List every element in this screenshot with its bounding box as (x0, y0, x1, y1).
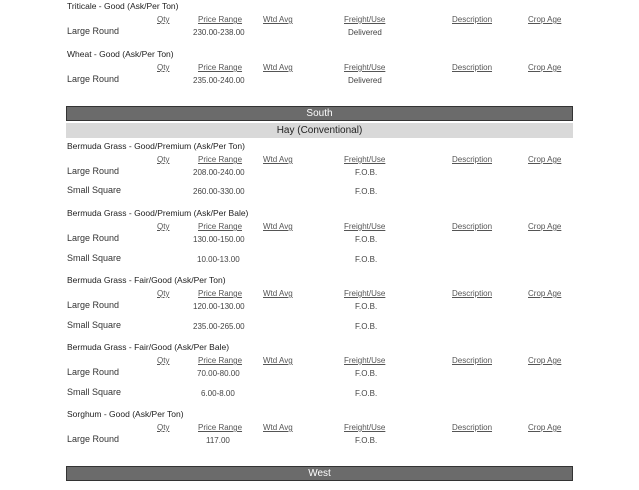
row-freight: F.O.B. (355, 235, 378, 244)
item-title: Bermuda Grass - Good/Premium (Ask/Per Ton) (67, 141, 245, 151)
col-wtdavg-header: Wtd Avg (263, 63, 293, 72)
row-freight: F.O.B. (355, 369, 378, 378)
row-price: 235.00-240.00 (193, 76, 245, 85)
row-freight: F.O.B. (355, 187, 378, 196)
col-cropage-header: Crop Age (528, 155, 562, 164)
col-wtdavg-header: Wtd Avg (263, 423, 293, 432)
col-qty-header: Qty (157, 15, 170, 24)
row-price: 130.00-150.00 (193, 235, 245, 244)
col-price-header: Price Range (198, 15, 243, 24)
col-description-header: Description (452, 63, 493, 72)
col-wtdavg-header: Wtd Avg (263, 356, 293, 365)
row-label: Small Square (67, 253, 122, 263)
col-cropage-header: Crop Age (528, 423, 562, 432)
col-description-header: Description (452, 222, 493, 231)
item-title: Wheat - Good (Ask/Per Ton) (67, 49, 174, 59)
col-description-header: Description (452, 356, 493, 365)
col-wtdavg-header: Wtd Avg (263, 222, 293, 231)
col-cropage-header: Crop Age (528, 289, 562, 298)
col-price-header: Price Range (198, 155, 243, 164)
item-title: Triticale - Good (Ask/Per Ton) (67, 1, 179, 11)
row-price: 230.00-238.00 (193, 28, 245, 37)
category-subheader: Hay (Conventional) (66, 123, 573, 138)
col-wtdavg-header: Wtd Avg (263, 289, 293, 298)
row-price: 120.00-130.00 (193, 302, 245, 311)
row-freight: Delivered (348, 28, 382, 37)
col-price-header: Price Range (198, 356, 243, 365)
col-freight-header: Freight/Use (344, 155, 386, 164)
row-price: 208.00-240.00 (193, 168, 245, 177)
row-label: Small Square (67, 387, 122, 397)
row-label: Small Square (67, 320, 122, 330)
row-label: Large Round (67, 74, 120, 84)
row-price: 260.00-330.00 (193, 187, 245, 196)
row-freight: F.O.B. (355, 302, 378, 311)
row-label: Small Square (67, 185, 122, 195)
row-price: 117.00 (206, 436, 230, 445)
col-description-header: Description (452, 423, 493, 432)
row-label: Large Round (67, 26, 120, 36)
col-qty-header: Qty (157, 289, 170, 298)
row-price: 235.00-265.00 (193, 322, 245, 331)
row-label: Large Round (67, 233, 120, 243)
col-price-header: Price Range (198, 63, 243, 72)
row-price: 6.00-8.00 (201, 389, 235, 398)
region-header-west: West (66, 466, 573, 481)
row-label: Large Round (67, 434, 120, 444)
col-freight-header: Freight/Use (344, 356, 386, 365)
col-wtdavg-header: Wtd Avg (263, 155, 293, 164)
region-header-south: South (66, 106, 573, 121)
item-title: Bermuda Grass - Good/Premium (Ask/Per Bale) (67, 208, 249, 218)
col-cropage-header: Crop Age (528, 222, 562, 231)
item-title: Bermuda Grass - Fair/Good (Ask/Per Ton) (67, 275, 226, 285)
item-title: Bermuda Grass - Fair/Good (Ask/Per Bale) (67, 342, 230, 352)
row-freight: F.O.B. (355, 389, 378, 398)
col-qty-header: Qty (157, 356, 170, 365)
row-label: Large Round (67, 166, 120, 176)
col-qty-header: Qty (157, 63, 170, 72)
col-cropage-header: Crop Age (528, 15, 562, 24)
row-price: 70.00-80.00 (197, 369, 240, 378)
row-freight: F.O.B. (355, 436, 378, 445)
col-description-header: Description (452, 289, 493, 298)
col-price-header: Price Range (198, 222, 243, 231)
col-freight-header: Freight/Use (344, 222, 386, 231)
col-price-header: Price Range (198, 289, 243, 298)
row-freight: F.O.B. (355, 168, 378, 177)
col-description-header: Description (452, 15, 493, 24)
col-cropage-header: Crop Age (528, 63, 562, 72)
col-wtdavg-header: Wtd Avg (263, 15, 293, 24)
col-price-header: Price Range (198, 423, 243, 432)
col-freight-header: Freight/Use (344, 63, 386, 72)
row-freight: Delivered (348, 76, 382, 85)
col-qty-header: Qty (157, 423, 170, 432)
row-freight: F.O.B. (355, 322, 378, 331)
col-cropage-header: Crop Age (528, 356, 562, 365)
row-price: 10.00-13.00 (197, 255, 240, 264)
col-description-header: Description (452, 155, 493, 164)
row-label: Large Round (67, 367, 120, 377)
col-freight-header: Freight/Use (344, 15, 386, 24)
row-freight: F.O.B. (355, 255, 378, 264)
col-qty-header: Qty (157, 155, 170, 164)
col-qty-header: Qty (157, 222, 170, 231)
col-freight-header: Freight/Use (344, 289, 386, 298)
col-freight-header: Freight/Use (344, 423, 386, 432)
item-title: Sorghum - Good (Ask/Per Ton) (67, 409, 184, 419)
row-label: Large Round (67, 300, 120, 310)
